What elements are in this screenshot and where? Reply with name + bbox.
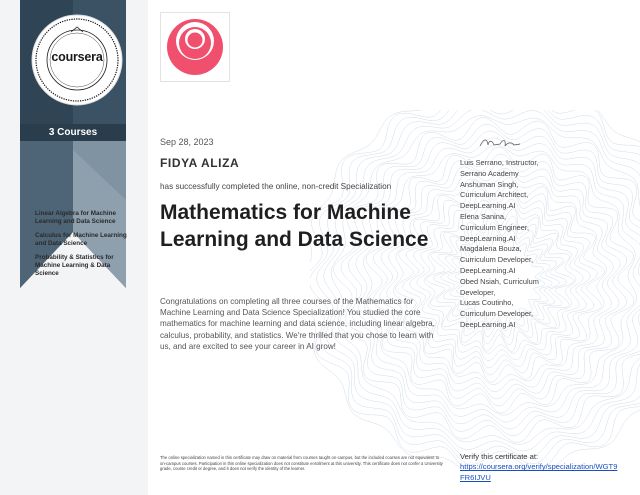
- legal-fineprint: The online specialization named in this certificate may draw on material from courses taught on-campus, but the included courses are not equivalent to on-campus courses. Participation in this online specialization does not constitute enrollment at this university. This certificate does not confer a University grade, course credit or degree, and it does not verify the identity of the learner.: [160, 455, 443, 472]
- certificate-description: Congratulations on completing all three courses of the Mathematics for Machine Learning and Data Science Specialization! You studied the core mathematics for machine learning and data science, including linear algebra, calculus, probability, and statistics. We're thrilled that you chose to learn with us, and are excited to see your career in AI grow!: [160, 297, 435, 351]
- seal-brand-text: coursera: [51, 50, 103, 64]
- verify-link[interactable]: https://coursera.org/verify/specialization/WGT9FR6IJVU: [460, 462, 618, 482]
- verify-block: [460, 452, 620, 483]
- verify-label: Verify this certificate at:: [460, 452, 539, 461]
- instructor-line: Magdalena Bouza,: [460, 244, 522, 254]
- recipient-name: FIDYA ALIZA: [160, 156, 240, 170]
- instructor-line: DeepLearning.AI: [460, 233, 516, 243]
- deeplearning-ai-logo-icon: [161, 13, 229, 81]
- instructor-line: DeepLearning.AI: [460, 265, 516, 275]
- courses-count-label: 3 Courses: [20, 124, 126, 141]
- instructor-line: Curriculum Developer,: [460, 255, 534, 265]
- instructor-line: Lucas Coutinho,: [460, 298, 514, 308]
- completion-statement: has successfully completed the online, non-credit Specialization: [160, 182, 392, 191]
- issue-date: Sep 28, 2023: [160, 137, 214, 147]
- instructor-line: Curriculum Architect,: [460, 190, 529, 200]
- course-item: Linear Algebra for Machine Learning and Data Science: [35, 210, 116, 225]
- instructor-line: Anshuman Singh,: [460, 179, 519, 189]
- course-item: Calculus for Machine Learning and Data Science: [35, 232, 127, 247]
- instructor-line: DeepLearning.AI: [460, 319, 516, 329]
- instructor-line: Serrano Academy: [460, 168, 519, 178]
- instructor-list: [460, 158, 560, 331]
- specialization-title: Mathematics for Machine Learning and Data Science: [160, 201, 429, 251]
- partner-logo: [160, 12, 230, 82]
- instructor-line: Luis Serrano, Instructor,: [460, 158, 539, 167]
- instructor-line: Developer,: [460, 287, 496, 297]
- course-list: [35, 210, 135, 284]
- instructor-line: Elena Sanina,: [460, 211, 507, 221]
- instructor-line: DeepLearning.AI: [460, 201, 516, 211]
- instructor-line: Curriculum Engineer,: [460, 222, 530, 232]
- instructor-line: Obed Nsiah, Curriculum: [460, 276, 539, 286]
- instructor-line: Curriculum Developer,: [460, 309, 534, 319]
- instructor-signature-icon: [478, 136, 522, 150]
- certificate-sidebar: [0, 0, 148, 495]
- course-item: Probability & Statistics for Machine Learning & Data Science: [35, 254, 114, 277]
